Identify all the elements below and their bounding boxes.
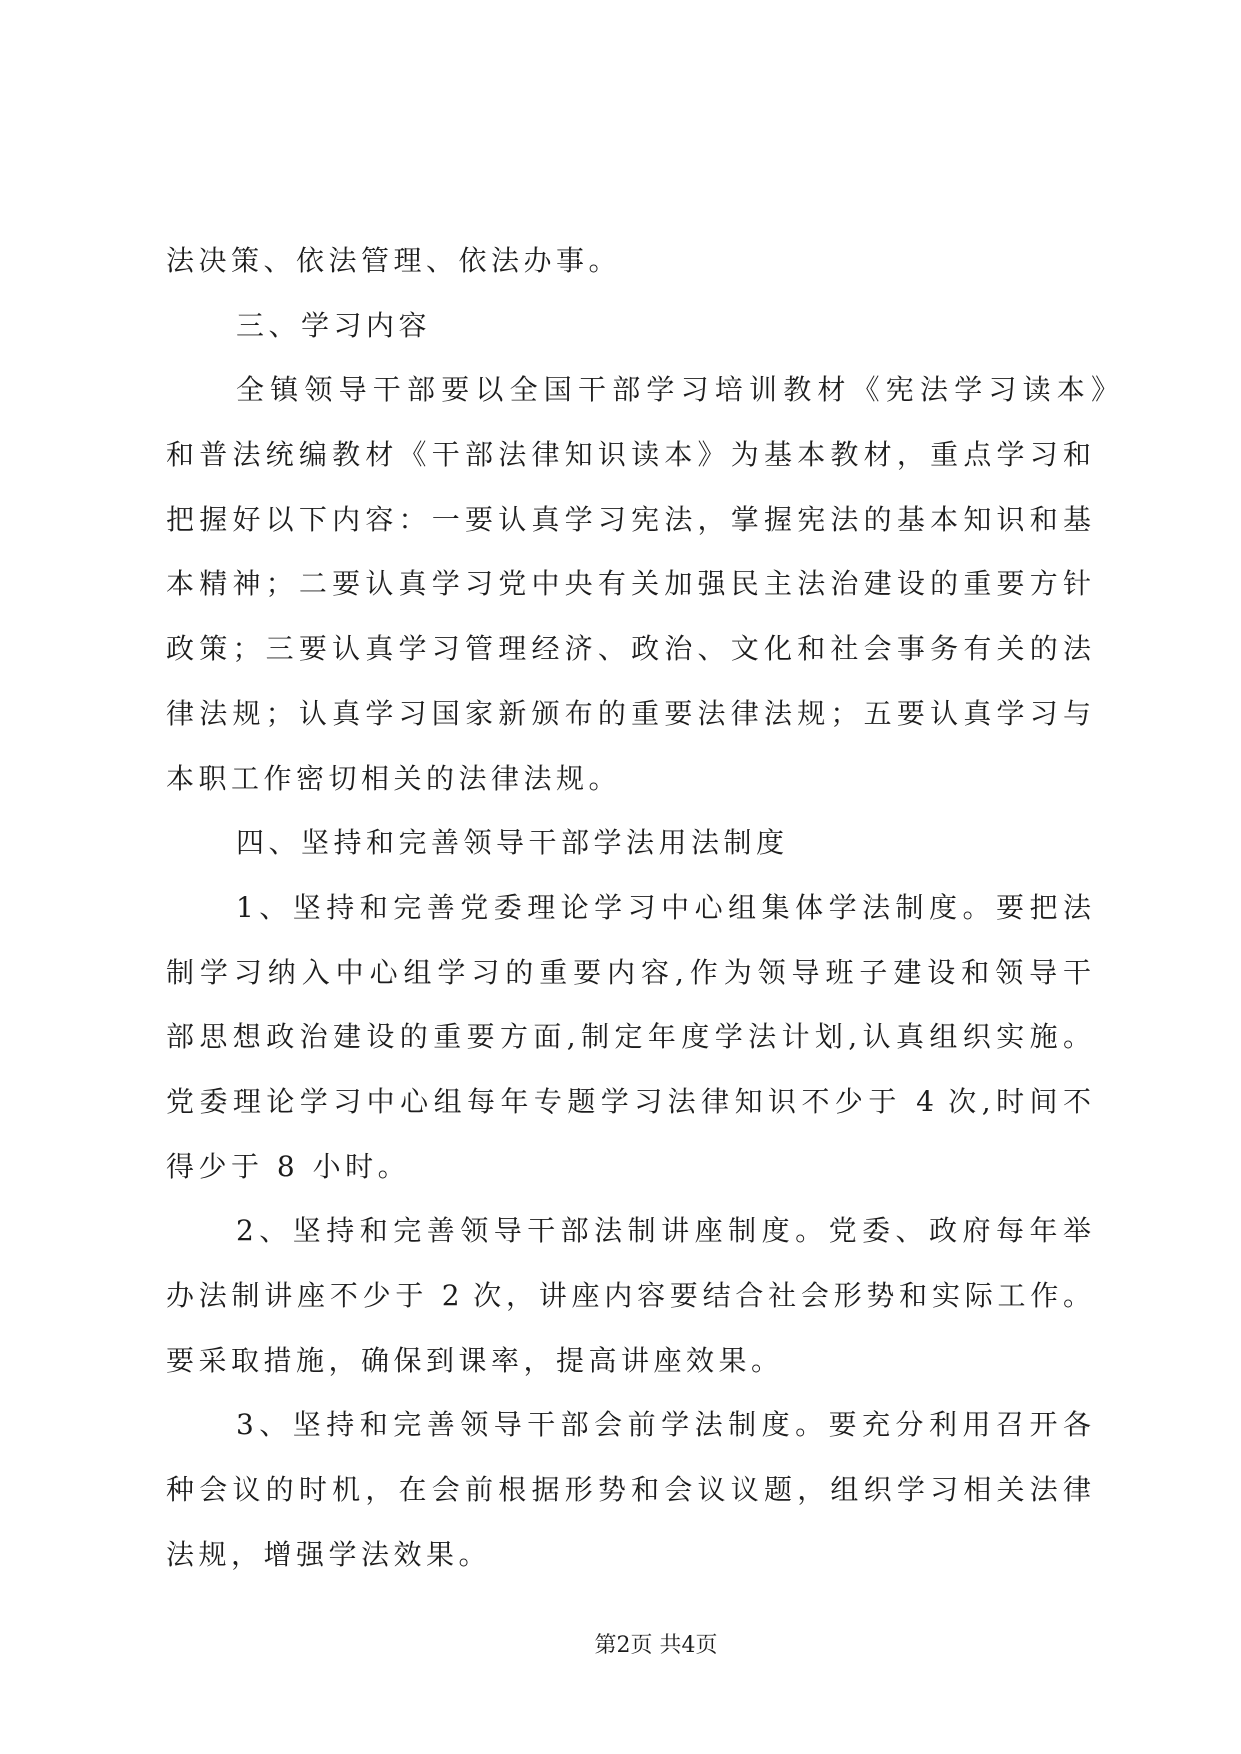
paragraph-line: 政策；三要认真学习管理经济、政治、文化和社会事务有关的法 [166, 632, 1091, 666]
section-heading-text: 三、学习内容 [236, 308, 432, 342]
paragraph [166, 358, 1119, 811]
paragraph [166, 1393, 1091, 1587]
paragraph-line: 本精神；二要认真学习党中央有关加强民主法治建设的重要方针 [166, 567, 1091, 601]
paragraph-line: 部思想政治建设的重要方面,制定年度学法计划,认真组织实施。 [166, 1020, 1091, 1054]
paragraph-line: 本职工作密切相关的法律法规。 [166, 761, 622, 795]
paragraph-line: 要采取措施，确保到课率，提高讲座效果。 [166, 1343, 784, 1377]
paragraph-line: 和普法统编教材《干部法律知识读本》为基本教材，重点学习和 [166, 438, 1091, 472]
paragraph-line: 法规，增强学法效果。 [166, 1537, 492, 1571]
section-heading-text: 四、坚持和完善领导干部学法用法制度 [236, 826, 789, 860]
paragraph-line: 律法规；认真学习国家新颁布的重要法律法规；五要认真学习与 [166, 696, 1091, 730]
paragraph-line: 全镇领导干部要以全国干部学习培训教材《宪法学习读本》 [236, 373, 1119, 407]
section-heading [166, 811, 1091, 876]
paragraph-continuation [166, 229, 1091, 294]
paragraph-line: 得少于 8 小时。 [166, 1149, 411, 1183]
paragraph-line: 党委理论学习中心组每年专题学习法律知识不少于 4 次,时间不 [166, 1084, 1091, 1118]
paragraph-line: 2、坚持和完善领导干部法制讲座制度。党委、政府每年举 [236, 1214, 1091, 1248]
paragraph-line: 把握好以下内容：一要认真学习宪法，掌握宪法的基本知识和基 [166, 502, 1091, 536]
section-heading [166, 294, 1091, 359]
paragraph-line: 3、坚持和完善领导干部会前学法制度。要充分利用召开各 [236, 1408, 1091, 1442]
paragraph-line: 法决策、依法管理、依法办事。 [166, 244, 622, 277]
paragraph-line: 1、坚持和完善党委理论学习中心组集体学法制度。要把法 [236, 890, 1091, 924]
paragraph-line: 种会议的时机，在会前根据形势和会议议题，组织学习相关法律 [166, 1473, 1091, 1507]
page-number-footer: 第2页 共4页 [594, 1633, 718, 1658]
paragraph [166, 876, 1091, 1199]
paragraph-line: 办法制讲座不少于 2 次，讲座内容要结合社会形势和实际工作。 [166, 1279, 1091, 1312]
paragraph-line: 制学习纳入中心组学习的重要内容,作为领导班子建设和领导干 [166, 955, 1091, 989]
document-body [166, 229, 1119, 1587]
paragraph [166, 1199, 1091, 1393]
